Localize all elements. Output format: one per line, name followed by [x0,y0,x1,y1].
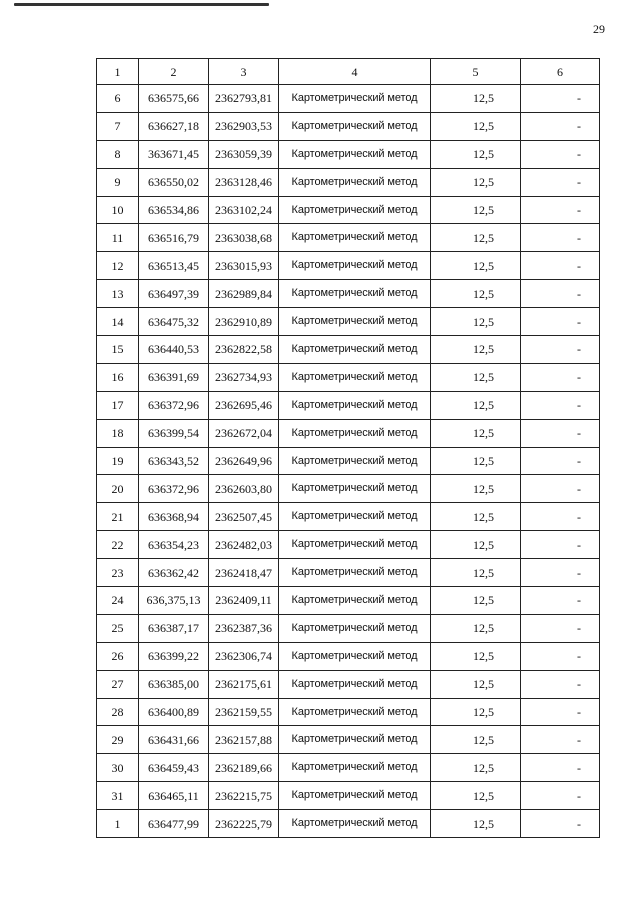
note-cell: - [521,112,600,140]
accuracy-cell: 12,5 [431,782,521,810]
method-cell: Картометрический метод [279,559,431,587]
y-coordinate-cell: 2363059,39 [209,140,279,168]
accuracy-cell: 12,5 [431,280,521,308]
table-row [97,419,600,447]
accuracy-cell: 12,5 [431,810,521,838]
table-row [97,168,600,196]
note-cell: - [521,698,600,726]
method-cell: Картометрический метод [279,280,431,308]
accuracy-cell: 12,5 [431,85,521,113]
note-cell: - [521,363,600,391]
point-number-cell: 10 [97,196,139,224]
y-coordinate-cell: 2362306,74 [209,642,279,670]
point-number-cell: 16 [97,363,139,391]
table-row [97,140,600,168]
x-coordinate-cell: 636497,39 [139,280,209,308]
method-cell: Картометрический метод [279,85,431,113]
note-cell: - [521,252,600,280]
x-coordinate-cell: 636399,22 [139,642,209,670]
point-number-cell: 21 [97,503,139,531]
note-cell: - [521,726,600,754]
table-row [97,363,600,391]
point-number-cell: 8 [97,140,139,168]
method-cell: Картометрический метод [279,475,431,503]
y-coordinate-cell: 2362225,79 [209,810,279,838]
method-cell: Картометрический метод [279,252,431,280]
point-number-cell: 11 [97,224,139,252]
x-coordinate-cell: 636534,86 [139,196,209,224]
x-coordinate-cell: 636475,32 [139,308,209,336]
x-coordinate-cell: 636627,18 [139,112,209,140]
accuracy-cell: 12,5 [431,336,521,364]
x-coordinate-cell: 636459,43 [139,754,209,782]
point-number-cell: 24 [97,587,139,615]
point-number-cell: 9 [97,168,139,196]
y-coordinate-cell: 2363128,46 [209,168,279,196]
y-coordinate-cell: 2362695,46 [209,391,279,419]
note-cell: - [521,196,600,224]
method-cell: Картометрический метод [279,419,431,447]
note-cell: - [521,531,600,559]
note-cell: - [521,419,600,447]
point-number-cell: 23 [97,559,139,587]
x-coordinate-cell: 636477,99 [139,810,209,838]
x-coordinate-cell: 636400,89 [139,698,209,726]
point-number-cell: 6 [97,85,139,113]
note-cell: - [521,754,600,782]
x-coordinate-cell: 636431,66 [139,726,209,754]
method-cell: Картометрический метод [279,726,431,754]
table-row [97,447,600,475]
x-coordinate-cell: 636354,23 [139,531,209,559]
point-number-cell: 28 [97,698,139,726]
table-row [97,670,600,698]
note-cell: - [521,810,600,838]
x-coordinate-cell: 636513,45 [139,252,209,280]
y-coordinate-cell: 2362482,03 [209,531,279,559]
method-cell: Картометрический метод [279,308,431,336]
table-row [97,782,600,810]
accuracy-cell: 12,5 [431,308,521,336]
accuracy-cell: 12,5 [431,698,521,726]
accuracy-cell: 12,5 [431,252,521,280]
table-row [97,698,600,726]
table-row [97,503,600,531]
y-coordinate-cell: 2362793,81 [209,85,279,113]
table-row [97,475,600,503]
header-cell-3: 3 [209,59,279,85]
note-cell: - [521,782,600,810]
y-coordinate-cell: 2362507,45 [209,503,279,531]
note-cell: - [521,475,600,503]
method-cell: Картометрический метод [279,168,431,196]
y-coordinate-cell: 2362157,88 [209,726,279,754]
point-number-cell: 19 [97,447,139,475]
point-number-cell: 22 [97,531,139,559]
x-coordinate-cell: 636440,53 [139,336,209,364]
table-row [97,614,600,642]
y-coordinate-cell: 2363102,24 [209,196,279,224]
y-coordinate-cell: 2362418,47 [209,559,279,587]
method-cell: Картометрический метод [279,698,431,726]
note-cell: - [521,308,600,336]
point-number-cell: 31 [97,782,139,810]
point-number-cell: 18 [97,419,139,447]
accuracy-cell: 12,5 [431,670,521,698]
note-cell: - [521,642,600,670]
method-cell: Картометрический метод [279,336,431,364]
point-number-cell: 30 [97,754,139,782]
x-coordinate-cell: 636465,11 [139,782,209,810]
method-cell: Картометрический метод [279,503,431,531]
y-coordinate-cell: 2362215,75 [209,782,279,810]
accuracy-cell: 12,5 [431,168,521,196]
header-cell-6: 6 [521,59,600,85]
note-cell: - [521,280,600,308]
accuracy-cell: 12,5 [431,475,521,503]
method-cell: Картометрический метод [279,140,431,168]
method-cell: Картометрический метод [279,391,431,419]
header-cell-1: 1 [97,59,139,85]
x-coordinate-cell: 363671,45 [139,140,209,168]
method-cell: Картометрический метод [279,363,431,391]
y-coordinate-cell: 2362409,11 [209,587,279,615]
point-number-cell: 15 [97,336,139,364]
x-coordinate-cell: 636575,66 [139,85,209,113]
accuracy-cell: 12,5 [431,587,521,615]
note-cell: - [521,614,600,642]
method-cell: Картометрический метод [279,112,431,140]
method-cell: Картометрический метод [279,224,431,252]
coordinates-table [96,58,600,838]
point-number-cell: 7 [97,112,139,140]
table-row [97,642,600,670]
header-cell-5: 5 [431,59,521,85]
y-coordinate-cell: 2362159,55 [209,698,279,726]
note-cell: - [521,559,600,587]
header-cell-4: 4 [279,59,431,85]
point-number-cell: 20 [97,475,139,503]
x-coordinate-cell: 636385,00 [139,670,209,698]
accuracy-cell: 12,5 [431,559,521,587]
point-number-cell: 26 [97,642,139,670]
y-coordinate-cell: 2362989,84 [209,280,279,308]
table-row [97,391,600,419]
x-coordinate-cell: 636368,94 [139,503,209,531]
note-cell: - [521,391,600,419]
accuracy-cell: 12,5 [431,391,521,419]
method-cell: Картометрический метод [279,754,431,782]
accuracy-cell: 12,5 [431,140,521,168]
table-row [97,308,600,336]
y-coordinate-cell: 2362903,53 [209,112,279,140]
method-cell: Картометрический метод [279,642,431,670]
table-row [97,85,600,113]
x-coordinate-cell: 636399,54 [139,419,209,447]
method-cell: Картометрический метод [279,810,431,838]
note-cell: - [521,587,600,615]
y-coordinate-cell: 2362822,58 [209,336,279,364]
accuracy-cell: 12,5 [431,726,521,754]
y-coordinate-cell: 2362910,89 [209,308,279,336]
x-coordinate-cell: 636516,79 [139,224,209,252]
x-coordinate-cell: 636362,42 [139,559,209,587]
note-cell: - [521,670,600,698]
accuracy-cell: 12,5 [431,447,521,475]
x-coordinate-cell: 636387,17 [139,614,209,642]
point-number-cell: 12 [97,252,139,280]
point-number-cell: 13 [97,280,139,308]
method-cell: Картометрический метод [279,614,431,642]
accuracy-cell: 12,5 [431,531,521,559]
table-row [97,754,600,782]
method-cell: Картометрический метод [279,782,431,810]
table-row [97,112,600,140]
table-header-row [97,59,600,85]
note-cell: - [521,140,600,168]
top-edge-rule [14,3,269,6]
note-cell: - [521,447,600,475]
note-cell: - [521,503,600,531]
note-cell: - [521,336,600,364]
accuracy-cell: 12,5 [431,224,521,252]
method-cell: Картометрический метод [279,587,431,615]
point-number-cell: 25 [97,614,139,642]
header-cell-2: 2 [139,59,209,85]
point-number-cell: 14 [97,308,139,336]
table-row [97,196,600,224]
y-coordinate-cell: 2362387,36 [209,614,279,642]
x-coordinate-cell: 636391,69 [139,363,209,391]
table-row [97,280,600,308]
table-body [97,59,600,838]
table-row [97,336,600,364]
table-row [97,726,600,754]
point-number-cell: 1 [97,810,139,838]
y-coordinate-cell: 2362734,93 [209,363,279,391]
method-cell: Картометрический метод [279,196,431,224]
note-cell: - [521,168,600,196]
table-row [97,587,600,615]
y-coordinate-cell: 2362649,96 [209,447,279,475]
x-coordinate-cell: 636550,02 [139,168,209,196]
accuracy-cell: 12,5 [431,363,521,391]
accuracy-cell: 12,5 [431,614,521,642]
method-cell: Картометрический метод [279,531,431,559]
accuracy-cell: 12,5 [431,112,521,140]
y-coordinate-cell: 2363015,93 [209,252,279,280]
x-coordinate-cell: 636372,96 [139,475,209,503]
y-coordinate-cell: 2362603,80 [209,475,279,503]
point-number-cell: 27 [97,670,139,698]
y-coordinate-cell: 2363038,68 [209,224,279,252]
y-coordinate-cell: 2362175,61 [209,670,279,698]
table-row [97,252,600,280]
note-cell: - [521,85,600,113]
table-row [97,531,600,559]
x-coordinate-cell: 636343,52 [139,447,209,475]
point-number-cell: 29 [97,726,139,754]
note-cell: - [521,224,600,252]
method-cell: Картометрический метод [279,670,431,698]
table-row [97,810,600,838]
accuracy-cell: 12,5 [431,419,521,447]
accuracy-cell: 12,5 [431,754,521,782]
table-row [97,559,600,587]
accuracy-cell: 12,5 [431,196,521,224]
point-number-cell: 17 [97,391,139,419]
x-coordinate-cell: 636,375,13 [139,587,209,615]
y-coordinate-cell: 2362672,04 [209,419,279,447]
page-number: 29 [593,22,605,36]
table-row [97,224,600,252]
method-cell: Картометрический метод [279,447,431,475]
x-coordinate-cell: 636372,96 [139,391,209,419]
accuracy-cell: 12,5 [431,642,521,670]
y-coordinate-cell: 2362189,66 [209,754,279,782]
accuracy-cell: 12,5 [431,503,521,531]
